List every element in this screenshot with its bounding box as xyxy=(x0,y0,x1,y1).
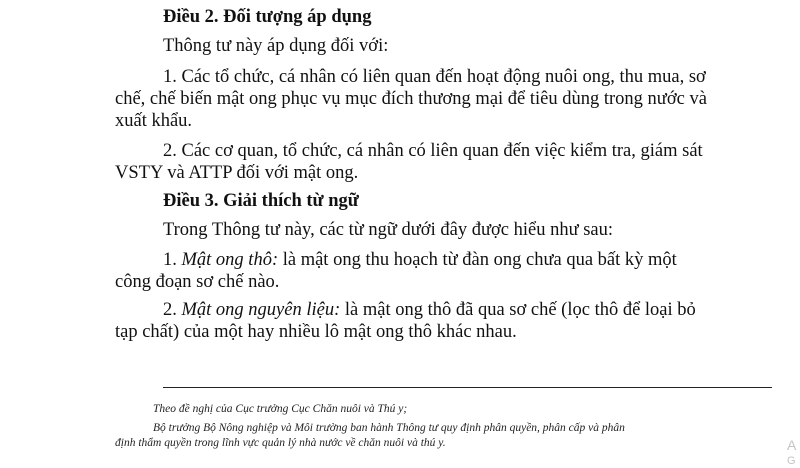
article-3-intro: Trong Thông tư này, các từ ngữ dưới đây được hiểu như sau: xyxy=(163,220,614,240)
term-2-definition-start: là mật ong thô đã qua sơ chế (lọc thô để loại bỏ xyxy=(344,300,696,320)
article-2-intro: Thông tư này áp dụng đối với: xyxy=(163,36,389,56)
article-2-clause-1-line-2: chế, chế biến mật ong phục vụ mục đích thương mại để tiêu dùng trong nước và xyxy=(115,89,707,109)
footer-line-1: Theo đề nghị của Cục trưởng Cục Chăn nuôi và Thú y; xyxy=(153,403,408,415)
term-2-number: 2. xyxy=(163,300,177,320)
margin-glyph-g: G xyxy=(787,455,796,467)
article-2-clause-2-line-1: 2. Các cơ quan, tổ chức, cá nhân có liên quan đến việc kiểm tra, giám sát xyxy=(163,141,703,161)
footer-line-3: định thẩm quyền trong lĩnh vực quản lý nhà nước về chăn nuôi và thú y. xyxy=(115,437,446,449)
article-3-term-2-line-1 xyxy=(163,299,696,321)
term-2-term: Mật ong nguyên liệu: xyxy=(181,300,341,320)
footer-line-2: Bộ trưởng Bộ Nông nghiệp và Môi trường ban hành Thông tư quy định phân quyền, phân cấp và phân xyxy=(153,422,625,434)
article-3-term-1-line-2: công đoạn sơ chế nào. xyxy=(115,272,280,292)
article-2-clause-1-line-3: xuất khẩu. xyxy=(115,111,193,131)
article-3-heading: Điều 3. Giải thích từ ngữ xyxy=(163,191,359,211)
article-3-term-1-line-1 xyxy=(163,249,677,271)
term-1-definition-start: là mật ong thu hoạch từ đàn ong chưa qua bất kỳ một xyxy=(282,250,677,270)
term-1-number: 1. xyxy=(163,250,177,270)
term-1-term: Mật ong thô: xyxy=(181,250,279,270)
margin-glyph-a: A xyxy=(787,437,797,453)
footer-divider xyxy=(163,387,772,388)
article-2-clause-1-line-1: 1. Các tổ chức, cá nhân có liên quan đến hoạt động nuôi ong, thu mua, sơ xyxy=(163,67,706,87)
article-2-heading: Điều 2. Đối tượng áp dụng xyxy=(163,7,372,27)
article-3-term-2-line-2: tạp chất) của một hay nhiều lô mật ong thô khác nhau. xyxy=(115,322,517,342)
article-2-clause-2-line-2: VSTY và ATTP đối với mật ong. xyxy=(115,163,359,183)
